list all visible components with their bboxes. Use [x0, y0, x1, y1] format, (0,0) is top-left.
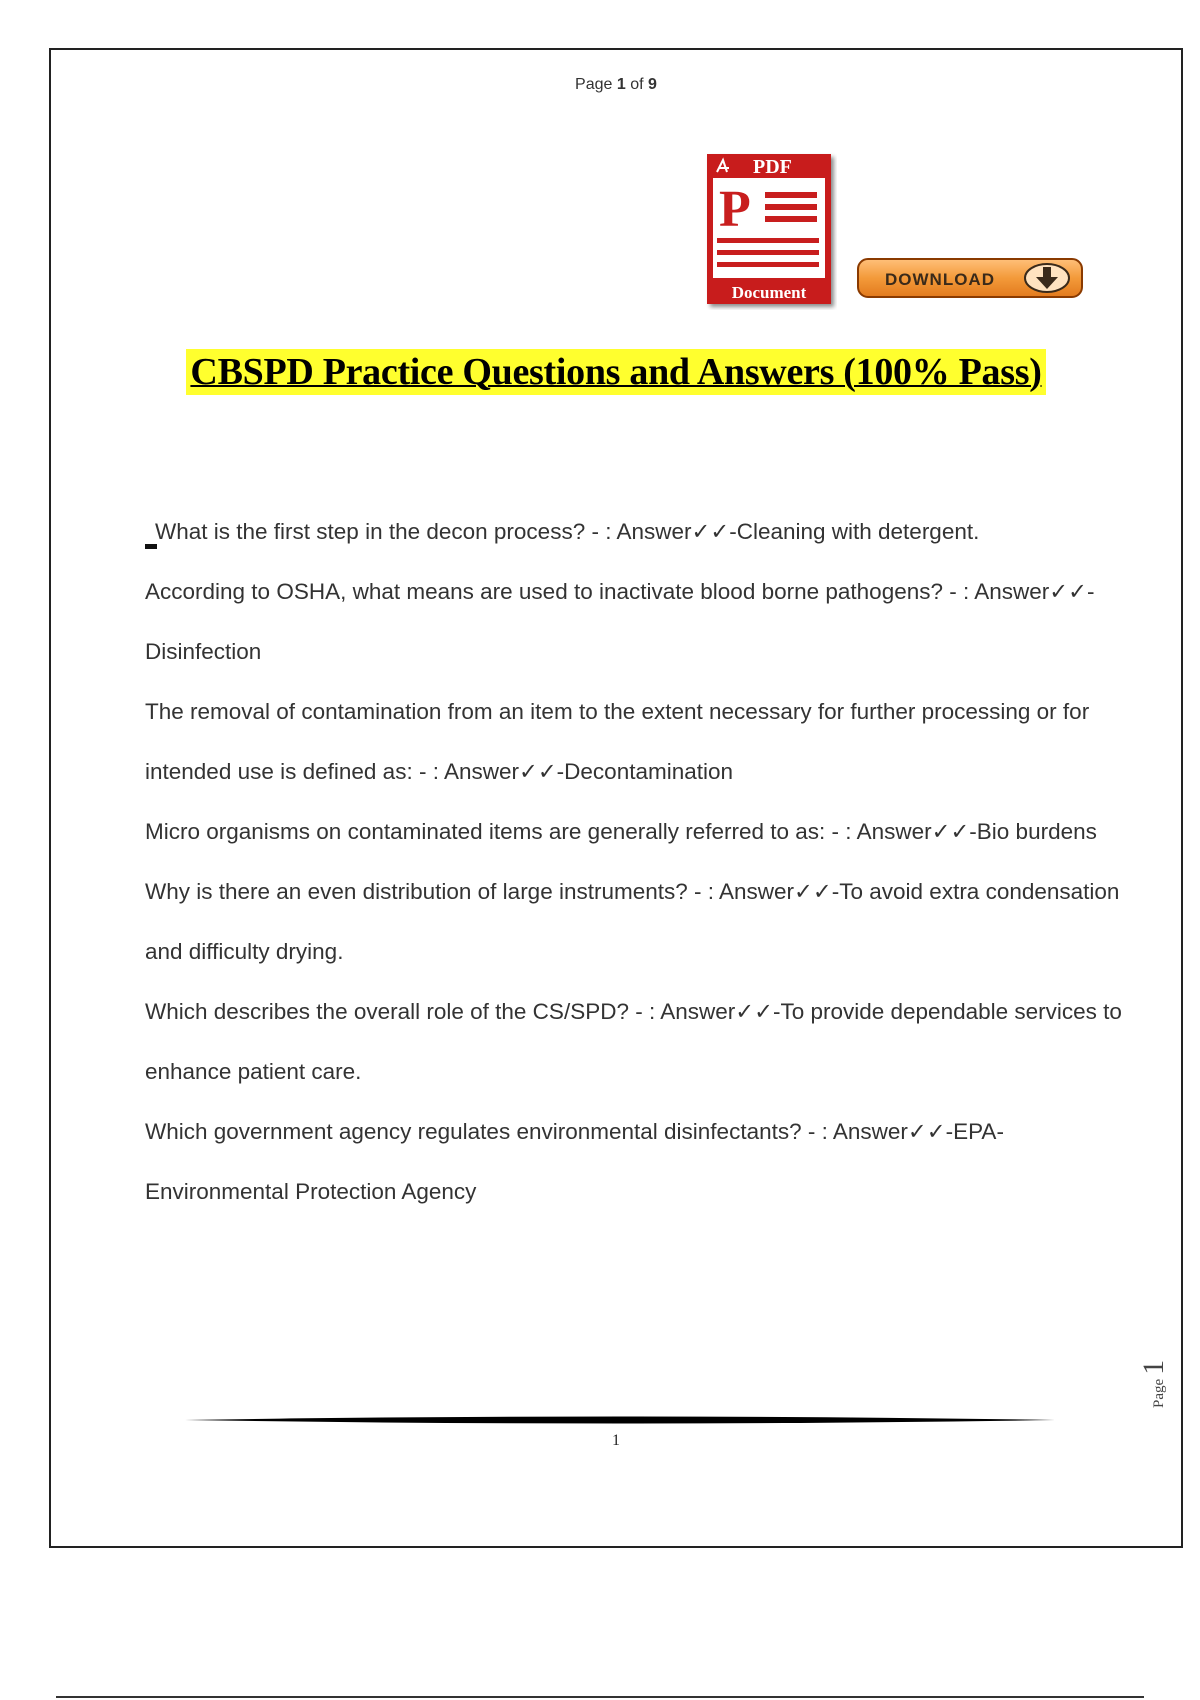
download-arrow-icon	[1025, 264, 1069, 292]
page-indicator	[51, 76, 1181, 94]
qa-list	[145, 502, 1135, 1222]
pdf-label: PDF	[753, 156, 792, 178]
qa-item: According to OSHA, what means are used to inactivate blood borne pathogens? - : Answer✓✓-Disinfection	[145, 579, 1095, 664]
pdf-letter: P	[719, 181, 751, 238]
side-page-label	[1137, 1328, 1197, 1408]
footer-page-number: 1	[612, 1432, 620, 1449]
next-page-edge	[56, 1696, 1144, 1698]
page-total: 9	[648, 76, 657, 93]
document-label: Document	[731, 283, 807, 302]
footer-divider	[185, 1413, 1055, 1427]
download-label: DOWNLOAD	[885, 270, 995, 289]
page-prefix: Page	[575, 76, 613, 93]
download-button[interactable]	[857, 258, 1083, 298]
qa-item: What is the first step in the decon process? - : Answer✓✓-Cleaning with detergent.	[145, 502, 1135, 562]
qa-item: Micro organisms on contaminated items are generally referred to as: - : Answer✓✓-Bio burdens	[145, 819, 1097, 844]
page-current: 1	[616, 76, 626, 93]
qa-item: Which describes the overall role of the CS/SPD? - : Answer✓✓-To provide dependable services to enhance patient care.	[145, 999, 1122, 1084]
page-of: of	[630, 76, 644, 93]
document-page	[49, 48, 1183, 1548]
bullet-mark	[145, 544, 157, 549]
qa-item: The removal of contamination from an item to the extent necessary for further processing or for intended use is defined as: - : Answer✓✓-Decontamination	[145, 699, 1090, 784]
pdf-document-icon	[705, 152, 837, 310]
qa-item: Why is there an even distribution of large instruments? - : Answer✓✓-To avoid extra condensation and difficulty drying.	[145, 879, 1120, 964]
side-page-number: 1	[1137, 1359, 1170, 1375]
document-title: CBSPD Practice Questions and Answers (100% Pass)	[186, 349, 1045, 395]
side-page-word: Page	[1151, 1378, 1167, 1408]
qa-item: Which government agency regulates environmental disinfectants? - : Answer✓✓-EPA-Environmental Protection Agency	[145, 1119, 1004, 1204]
document-title-wrap	[51, 350, 1181, 394]
